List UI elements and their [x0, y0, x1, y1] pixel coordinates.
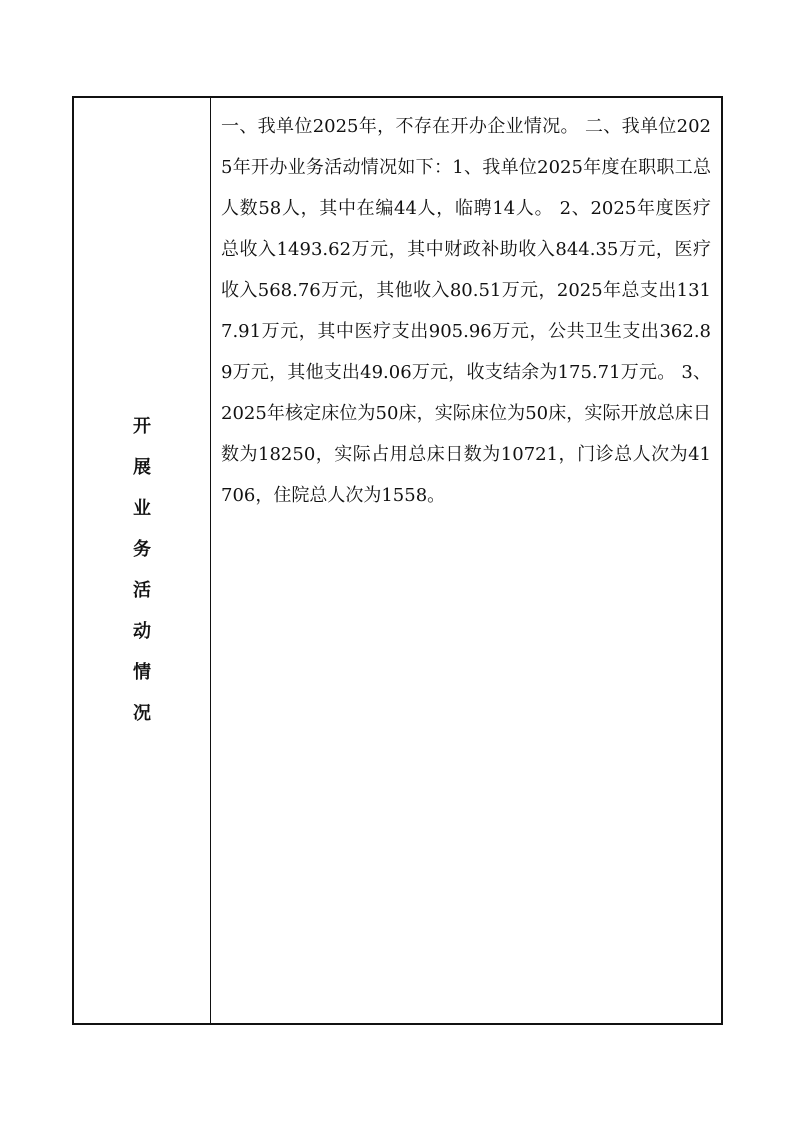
activity-description: 一、我单位2025年，不存在开办企业情况。 二、我单位2025年开办业务活动情况如下：1、我单位2025年度在职职工总人数58人，其中在编44人，临聘14人。 2、2025年度医疗总收入1493.62万元，其中财政补助收入844.35万元，医疗收入568.76万元，其他收入80.51万元，2025年总支出1317.91万元，其中医疗支出905.96万元，公共卫生支出362.89万元，其他支出49.06万元，收支结余为175.71万元。 3、2025年核定床位为50床，实际床位为50床，实际开放总床日数为18250，实际占用总床日数为10721，门诊总人次为41706，住院总人次为1558。: [221, 116, 711, 506]
label-char: 务: [133, 538, 151, 560]
content-cell: [211, 98, 721, 1023]
label-char: 活: [133, 579, 151, 601]
row-label-cell: [74, 98, 211, 1023]
business-activity-table: [72, 96, 723, 1025]
label-char: 动: [133, 620, 151, 642]
label-char: 况: [133, 702, 151, 724]
label-char: 业: [133, 497, 151, 519]
vertical-row-label: [133, 415, 151, 724]
label-char: 开: [133, 415, 151, 437]
label-char: 展: [133, 456, 151, 478]
label-char: 情: [133, 661, 151, 683]
